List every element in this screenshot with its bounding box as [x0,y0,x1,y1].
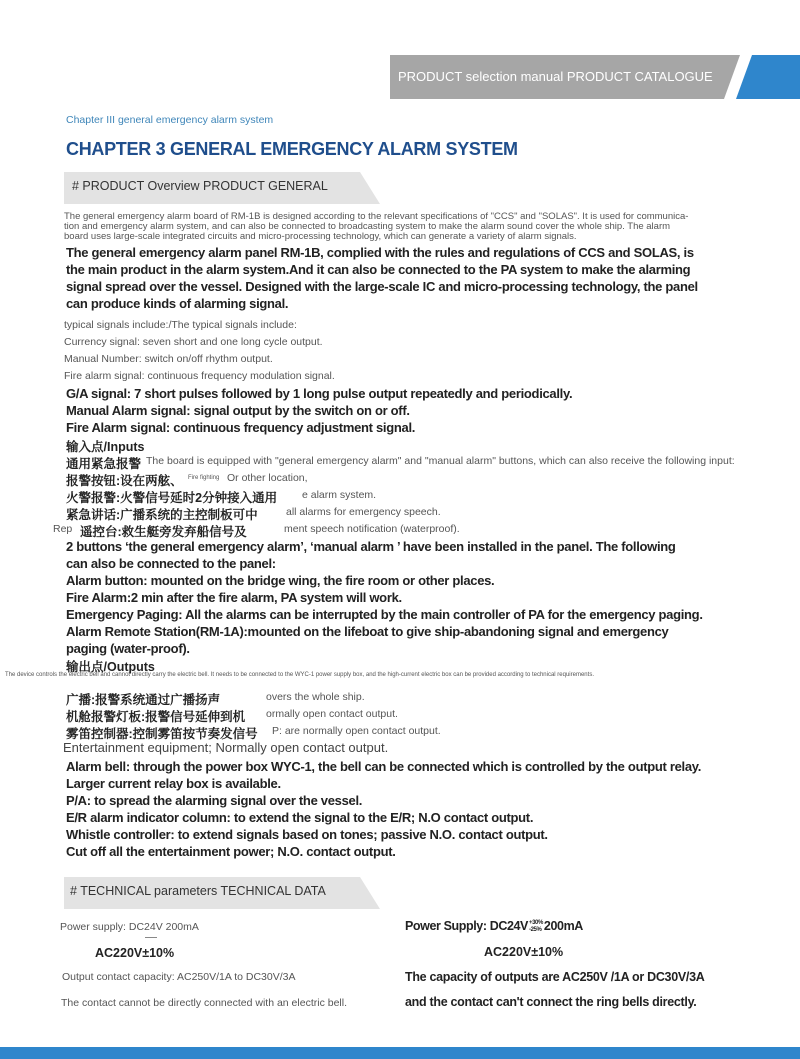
outputs-overlay-1: overs the whole ship. [266,691,365,703]
inputs-cn-3: 火警报警:火警信号延时2分钟接入通用 [66,491,278,505]
tech-power-current: 200mA [543,919,583,933]
inputs-cn-4: 紧急讲话:广播系统的主控制板可中 [66,508,258,522]
inputs-english-2: can also be connected to the panel: [66,556,276,571]
inputs-cn-1: 通用紧急报警 [66,457,142,471]
inputs-english-3: Alarm button: mounted on the bridge wing, the fire room or other places. [66,573,495,588]
tech-ac-left: AC220V±10% [95,946,175,960]
outputs-cn-2: 机舱报警灯板:报警信号延伸到机 [66,710,246,724]
signal-english-3: Fire Alarm signal: continuous frequency adjustment signal. [66,420,416,435]
tech-output-capacity-cn: Output contact capacity: AC250V/1A to DC30V/3A [62,971,296,983]
overview-english-line-3: signal spread over the vessel. Designed with the large-scale IC and micro-processing technology, the panel [66,279,698,294]
tech-power-supply-en [405,919,583,934]
outputs-heading: 输出点/Outputs [66,660,155,674]
inputs-overlay-5: ment speech notification (waterproof). [284,523,460,535]
outputs-entertainment: Entertainment equipment; Normally open contact output. [63,740,389,755]
inputs-english-7: paging (water-proof). [66,641,190,656]
outputs-english-4: E/R alarm indicator column: to extend the signal to the E/R; N.O contact output. [66,810,534,825]
overview-translation-line-1: The general emergency alarm board of RM-1B is designed according to the relevant specifications of "CCS" and "SOLAS". It is used for communica- [64,211,689,222]
tech-capacity-en: The capacity of outputs are AC250V /1A or DC30V/3A [405,970,705,984]
chapter-subtitle: Chapter III general emergency alarm system [66,114,274,126]
inputs-english-6: Alarm Remote Station(RM-1A):mounted on the lifeboat to give ship-abandoning signal and emergency [66,624,669,639]
inputs-overlay-2: Or other location, [227,472,308,484]
inputs-overlay-2-small: Fire fighting [188,475,220,481]
inputs-cn-2: 报警按钮:设在两舷、 [66,474,183,488]
tech-power-supply-cn: Power supply: DC24V 200mA [60,921,199,933]
outputs-english-2: Larger current relay box is available. [66,776,281,791]
inputs-english-4: Fire Alarm:2 min after the fire alarm, PA system will work. [66,590,402,605]
outputs-overlay-2: ormally open contact output. [266,708,398,720]
overview-translation-line-2: tion and emergency alarm system, and can also be connected to broadcasting system to make the alarm sound cover the whole ship. The alarm [64,221,671,232]
outputs-cn-1: 广播:报警系统通过广播扬声 [66,693,221,707]
inputs-heading: 输入点/Inputs [66,440,145,454]
technical-heading: # TECHNICAL parameters TECHNICAL DATA [70,884,326,898]
overview-english-line-4: can produce kinds of alarming signal. [66,296,289,311]
outputs-english-3: P/A: to spread the alarming signal over the vessel. [66,793,363,808]
signal-translation-1: Currency signal: seven short and one long cycle output. [64,336,323,348]
tech-tolerance-plus: +30% [529,919,543,926]
signal-translation-2: Manual Number: switch on/off rhythm output. [64,353,273,365]
outputs-overlay-3: P: are normally open contact output. [272,725,441,737]
inputs-overlay-1: The board is equipped with "general emergency alarm" and "manual alarm" buttons, which can also receive the following input: [146,455,735,467]
signal-translation-3: Fire alarm signal: continuous frequency modulation signal. [64,370,335,382]
inputs-english-1: 2 buttons ‘the general emergency alarm’, ‘manual alarm ’ have been installed in the panel. The following [66,539,676,554]
outputs-english-6: Cut off all the entertainment power; N.O. contact output. [66,844,396,859]
overview-translation-line-3: board uses large-scale integrated circuits and micro-processing technology, which can generate a variety of alarm signals. [64,231,577,242]
footer-bar [0,1047,800,1059]
signal-english-1: G/A signal: 7 short pulses followed by 1 long pulse output repeatedly and periodically. [66,386,573,401]
tech-tolerance [529,920,543,934]
inputs-overlay-5-prefix: Rep [53,523,73,535]
signals-intro: typical signals include:/The typical signals include: [64,319,297,331]
header-blue-band [736,55,800,99]
inputs-english-5: Emergency Paging: All the alarms can be interrupted by the main controller of PA for the emergency paging. [66,607,703,622]
inputs-cn-5: 遥控台:救生艇旁发弃船信号及 [80,525,247,539]
header-banner-text: PRODUCT selection manual PRODUCT CATALOGUE [398,69,713,84]
tech-bell-note-cn: The contact cannot be directly connected with an electric bell. [61,997,347,1009]
overview-english-line-2: the main product in the alarm system.And it can also be connected to the PA system to make the alarming [66,262,691,277]
tech-ac-right: AC220V±10% [484,945,564,959]
outputs-cn-3: 雾笛控制器:控制雾笛按节奏发信号 [66,727,258,741]
overview-heading: # PRODUCT Overview PRODUCT GENERAL [72,179,328,193]
chapter-title: CHAPTER 3 GENERAL EMERGENCY ALARM SYSTEM [66,139,518,159]
tech-ring-bell-en: and the contact can't connect the ring bells directly. [405,995,697,1009]
outputs-overlay-small: The device controls the electric bell and cannot directly carry the electric bell. It needs to be connected to the WYC-1 power supply box, and the high-current electric box can be provided according to technical requirements. [5,672,594,678]
inputs-overlay-4: all alarms for emergency speech. [286,506,441,518]
outputs-english-1: Alarm bell: through the power box WYC-1, the bell can be connected which is controlled by the output relay. [66,759,702,774]
signal-english-2: Manual Alarm signal: signal output by the switch on or off. [66,403,410,418]
tech-power-supply-label: Power Supply: DC24V [405,919,528,933]
outputs-english-5: Whistle controller: to extend signals based on tones; passive N.O. contact output. [66,827,548,842]
overview-english-line-1: The general emergency alarm panel RM-1B, complied with the rules and regulations of CCS and SOLAS, is [66,245,694,260]
tech-power-supply-dash [145,937,157,938]
tech-tolerance-minus: -25% [529,926,542,933]
inputs-overlay-3: e alarm system. [302,489,377,501]
